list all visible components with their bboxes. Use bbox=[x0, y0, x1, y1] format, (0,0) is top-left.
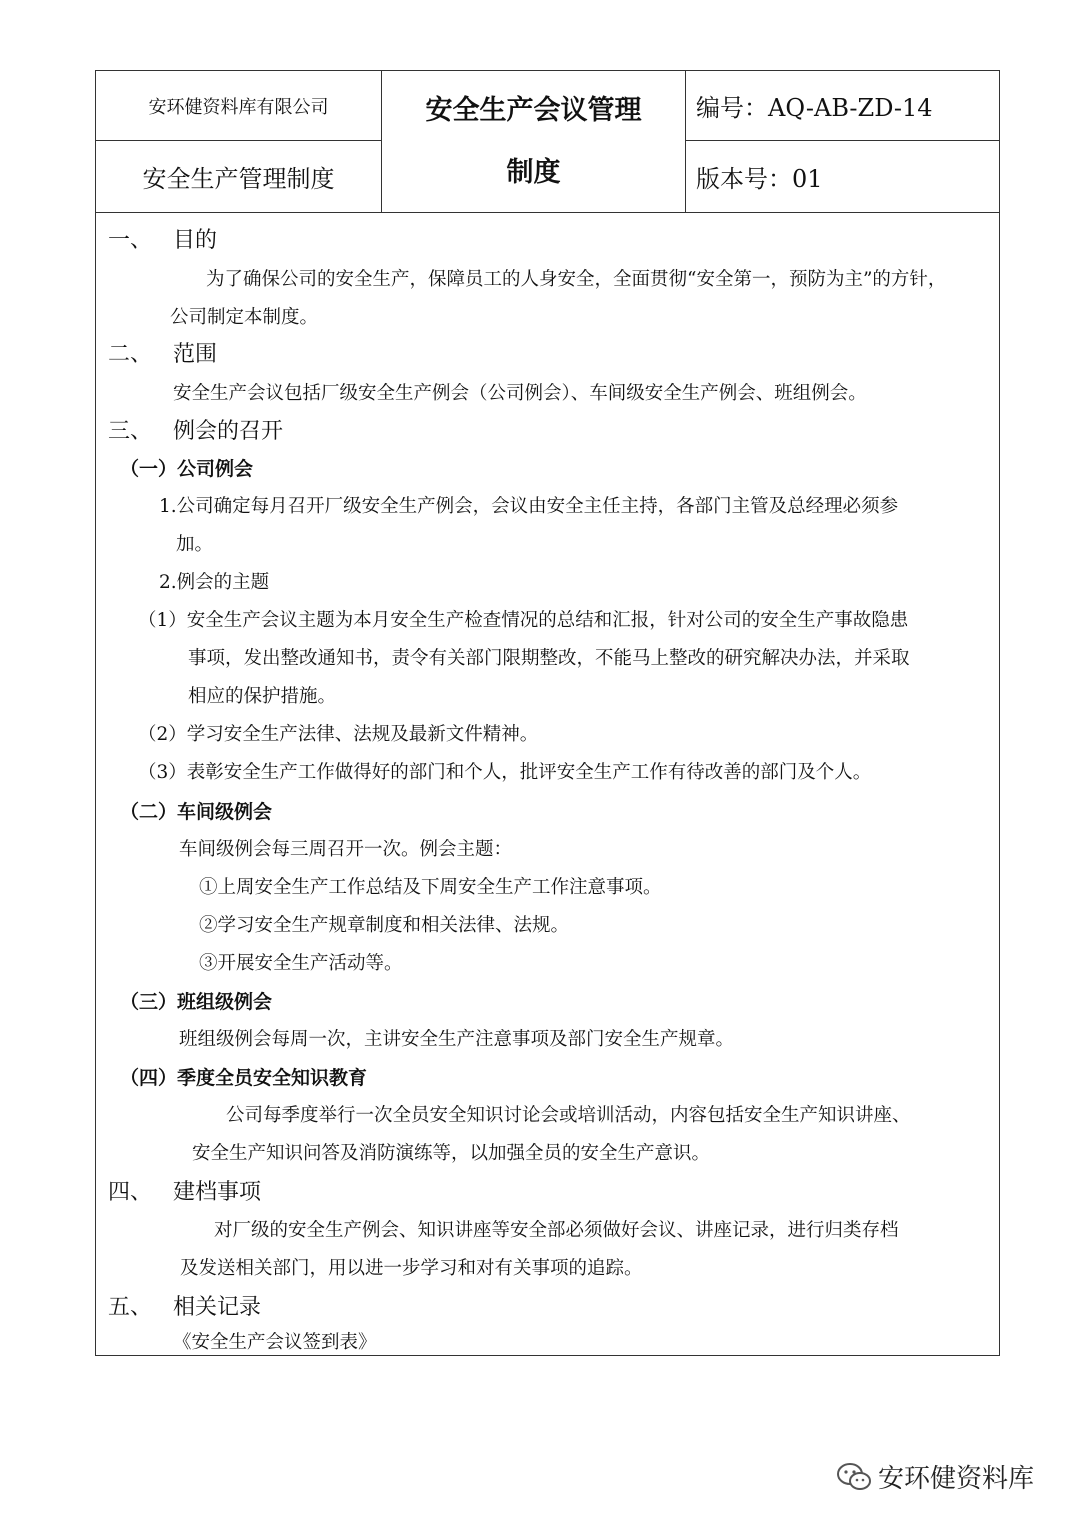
sub1-point1-line3: 相应的保护措施。 bbox=[188, 686, 337, 707]
section-4-body-line2: 及发送相关部门，用以进一步学习和对有关事项的追踪。 bbox=[180, 1258, 643, 1279]
document-code: 编号：AQ-AB-ZD-14 bbox=[686, 71, 999, 141]
document-title-line1: 安全生产会议管理 bbox=[425, 94, 642, 126]
sub4-body-line1: 公司每季度举行一次全员安全知识讨论会或培训活动，内容包括安全生产知识讲座、 bbox=[226, 1105, 911, 1126]
section-1-body-line1: 为了确保公司的安全生产，保障员工的人身安全，全面贯彻“安全第一，预防为主”的方针， bbox=[206, 269, 947, 290]
subsection-4-title: （四）季度全员安全知识教育 bbox=[120, 1067, 368, 1089]
sub2-intro: 车间级例会每三周召开一次。例会主题： bbox=[179, 839, 513, 860]
section-5-body: 《安全生产会议签到表》 bbox=[173, 1332, 377, 1353]
section-4-body-line1: 对厂级的安全生产例会、知识讲座等安全部必须做好会议、讲座记录，进行归类存档 bbox=[214, 1220, 899, 1241]
subsection-2-title: （二）车间级例会 bbox=[120, 801, 273, 823]
sub1-point2: （2）学习安全生产法律、法规及最新文件精神。 bbox=[138, 724, 539, 745]
section-title: 相关记录 bbox=[173, 1295, 262, 1320]
section-number: 一、 bbox=[108, 228, 153, 253]
section-title: 建档事项 bbox=[173, 1180, 262, 1205]
sub1-point3: （3）表彰安全生产工作做得好的部门和个人，批评安全生产工作有待改善的部门及个人。 bbox=[138, 762, 872, 783]
sub1-item1-line1: 1.公司确定每月召开厂级安全生产例会，会议由安全主任主持，各部门主管及总经理必须参 bbox=[159, 496, 899, 517]
sub1-point1-line1: （1）安全生产会议主题为本月安全生产检查情况的总结和汇报，针对公司的安全生产事故隐患 bbox=[138, 610, 909, 631]
subsection-1-title: （一）公司例会 bbox=[120, 458, 254, 480]
section-title: 目的 bbox=[173, 228, 218, 253]
section-number: 三、 bbox=[108, 419, 153, 444]
section-title: 范围 bbox=[173, 342, 218, 367]
sub2-item2: ②学习安全生产规章制度和相关法律、法规。 bbox=[199, 915, 570, 936]
section-title: 例会的召开 bbox=[173, 419, 284, 444]
header-table bbox=[96, 71, 999, 213]
sub3-body: 班组级例会每周一次，主讲安全生产注意事项及部门安全生产规章。 bbox=[179, 1029, 735, 1050]
sub2-item1: ①上周安全生产工作总结及下周安全生产工作注意事项。 bbox=[199, 877, 662, 898]
sub1-item1-line2: 加。 bbox=[176, 534, 214, 555]
document-version: 版本号：01 bbox=[696, 165, 823, 193]
section-number: 五、 bbox=[108, 1295, 153, 1320]
section-number: 二、 bbox=[108, 342, 153, 367]
section-number: 四、 bbox=[108, 1180, 153, 1205]
sub1-item2: 2.例会的主题 bbox=[159, 572, 270, 593]
document-title bbox=[382, 71, 686, 212]
subsection-3-title: （三）班组级例会 bbox=[120, 991, 273, 1013]
company-name: 安环健资料库有限公司 bbox=[96, 71, 382, 141]
watermark-text: 安环健资料库 bbox=[878, 1464, 1035, 1494]
section-1-body-line2: 公司制定本制度。 bbox=[170, 307, 319, 328]
watermark bbox=[836, 1458, 1034, 1495]
wechat-icon bbox=[836, 1462, 872, 1492]
document-title-line2: 制度 bbox=[506, 156, 561, 188]
sub4-body-line2: 安全生产知识问答及消防演练等，以加强全员的安全生产意识。 bbox=[192, 1143, 711, 1164]
section-2-body: 安全生产会议包括厂级安全生产例会（公司例会）、车间级安全生产例会、班组例会。 bbox=[173, 383, 867, 404]
document-frame bbox=[95, 70, 1000, 1356]
sub1-point1-line2: 事项，发出整改通知书，责令有关部门限期整改，不能马上整改的研究解决办法，并采取 bbox=[188, 648, 910, 669]
system-name: 安全生产管理制度 bbox=[96, 141, 382, 212]
sub2-item3: ③开展安全生产活动等。 bbox=[199, 953, 403, 974]
